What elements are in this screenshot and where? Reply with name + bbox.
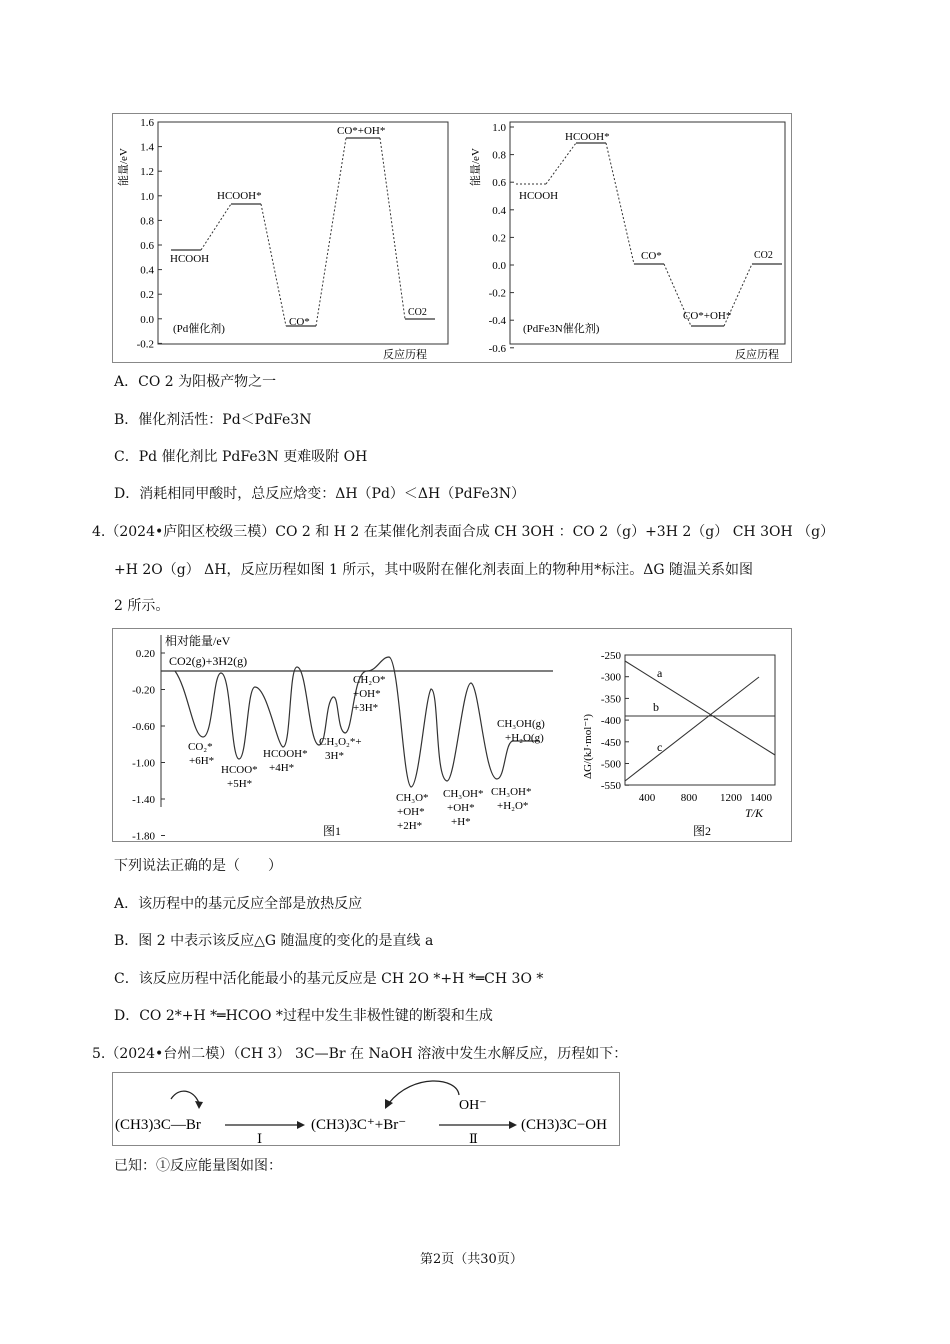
species-ch2o: CH₂O* +OH* +3H* [353, 674, 386, 714]
left-label-hcooh: HCOOH [170, 253, 210, 265]
q3-option-b: B．催化剂活性：Pd＜PdFe3N [114, 412, 312, 428]
q4-stem-line3: 2 所示。 [114, 598, 170, 614]
left-ytick-label: 1.4 [140, 141, 154, 154]
species-hcooh: HCOOH* +4H* [263, 748, 308, 774]
left-ytick-label: 0.6 [140, 240, 154, 252]
q3-option-d: D．消耗相同甲酸时，总反应焓变：ΔH（Pd）＜ΔH（PdFe3N） [114, 486, 526, 502]
species-ch3o: CH₃O* +OH* +2H* [396, 792, 429, 832]
right-label-co-star: CO* [641, 250, 662, 262]
species-hcoo: HCOO* +5H* [221, 764, 258, 790]
profile-ytick-label: -1.80 [132, 830, 155, 841]
right-ytick-label: 0.6 [492, 177, 506, 190]
left-label-co-star: CO* [289, 316, 310, 328]
left-ytick-label: 1.6 [140, 117, 154, 129]
dg-ytick-label: -550 [600, 780, 621, 793]
q4-option-b: B．图 2 中表示该反应△G 随温度的变化的是直线 a [114, 933, 434, 949]
dg-ylabel: ΔG/(kJ·mol⁻¹) [582, 713, 594, 779]
left-ytick-label: -0.2 [136, 338, 154, 351]
sp-co2-1: CO₂* [188, 741, 213, 753]
left-ytick-label: 0.4 [140, 264, 154, 277]
dg-xtick-label: 800 [680, 792, 698, 804]
right-ylabel: 能量/eV [470, 148, 482, 186]
dg-line-a: a [657, 666, 663, 680]
q4-option-a: A．该历程中的基元反应全部是放热反应 [114, 896, 363, 912]
species-ch3o2: CH₃O₂*+ 3H* [319, 736, 362, 762]
left-chart [116, 117, 448, 350]
reaction-profile-chart [132, 633, 553, 841]
q4-option-c: C．该反应历程中活化能最小的基元反应是 CH 2O *+H *═CH 3O * [114, 971, 544, 987]
catalyst-energy-svg [113, 114, 791, 362]
dg-xticks [639, 792, 773, 804]
mech-arrow-curve1 [171, 1091, 199, 1103]
mech-step1: Ⅰ [257, 1131, 263, 1145]
dg-ytick-label: -300 [600, 671, 621, 684]
dg-xlabel: T/K [745, 806, 764, 820]
left-ytick-label: 1.0 [140, 190, 154, 203]
dg-temperature-chart [582, 650, 775, 838]
profile-ytick-label: -1.00 [132, 757, 155, 770]
mech-reagent: OH⁻ [459, 1098, 487, 1113]
mech-arrow-curve2 [389, 1081, 459, 1103]
profile-ytick-label: 0.20 [135, 648, 155, 660]
right-ytick-label: -0.2 [488, 287, 506, 300]
right-ytick-label: 0.8 [492, 149, 506, 162]
dg-line-c: c [657, 740, 663, 754]
mech-reactant: (CH3)3C—Br [115, 1117, 201, 1133]
left-xlabel: 反应历程 [383, 349, 427, 361]
profile-yticks [132, 648, 165, 841]
q5-known: 已知：①反应能量图如图： [114, 1158, 282, 1174]
left-ylabel: 能量/eV [118, 148, 130, 186]
right-ytick-label: 0.2 [492, 232, 506, 245]
dg-ytick-label: -250 [600, 650, 621, 662]
q5-stem: 5.（2024•台州二模）（CH 3） 3C—Br 在 NaOH 溶液中发生水解反应，历程如下： [92, 1046, 628, 1062]
profile-ylabel: 相对能量/eV [165, 634, 231, 648]
dg-xtick-label: 400 [638, 792, 656, 804]
q4-option-d: D．CO 2*+H *═HCOO *过程中发生非极性键的断裂和生成 [114, 1008, 493, 1024]
q3-option-c: C．Pd 催化剂比 PdFe3N 更难吸附 OH [114, 449, 368, 465]
profile-start-label: CO2(g)+3H2(g) [169, 654, 248, 668]
q4-prompt: 下列说法正确的是（ ） [114, 858, 282, 874]
caption-fig2: 图2 [693, 824, 712, 838]
right-xlabel: 反应历程 [735, 349, 779, 361]
dg-ytick-label: -500 [600, 758, 621, 771]
right-ytick-label: -0.6 [488, 342, 506, 355]
mech-step2: Ⅱ [469, 1131, 478, 1145]
methanol-figure-svg [113, 629, 791, 841]
species-product: CH₃OH(g) +H₂O(g) [497, 718, 545, 744]
right-label-co-oh: CO*+OH* [683, 310, 732, 322]
right-ytick-label: 1.0 [492, 122, 506, 134]
right-label-co2: CO2 [754, 250, 773, 261]
left-ytick-label: 0.2 [140, 289, 154, 302]
right-label-hcooh-star: HCOOH* [565, 131, 610, 143]
right-chart [468, 122, 785, 355]
figure-methanol-synthesis [112, 628, 792, 842]
left-ytick-label: 0.8 [140, 215, 154, 228]
q3-option-a: A．CO 2 为阳极产物之一 [114, 374, 277, 390]
dg-xtick-label: 1400 [750, 792, 772, 804]
profile-ytick-label: -0.60 [132, 721, 155, 733]
left-label-co2: CO2 [408, 307, 427, 318]
dg-ytick-label: -400 [600, 715, 621, 728]
right-catalyst-label: (PdFe3N催化剂) [523, 323, 600, 335]
right-label-hcooh: HCOOH [519, 190, 559, 202]
profile-ytick-label: -1.40 [132, 794, 155, 806]
page-footer: 第2页（共30页） [420, 1252, 523, 1267]
left-label-hcooh-star: HCOOH* [217, 190, 262, 202]
species-ch3oh-oh: CH₃OH* +OH* +H* [443, 788, 484, 828]
profile-ytick-label: -0.20 [132, 684, 155, 697]
figure-hydrolysis-mechanism [112, 1072, 620, 1146]
figure-catalyst-energy [112, 113, 792, 363]
left-ytick-label: 1.2 [140, 166, 154, 179]
left-label-co-oh: CO*+OH* [337, 125, 386, 137]
dg-ytick-label: -350 [600, 693, 621, 706]
right-ytick-label: 0.0 [492, 260, 506, 272]
dg-line-b: b [653, 700, 659, 714]
dg-ytick-label: -450 [600, 736, 621, 749]
dg-xtick-label: 1200 [720, 792, 742, 804]
q4-stem-line1: 4.（2024•庐阳区校级三模）CO 2 和 H 2 在某催化剂表面合成 CH 3OH ：CO 2（g）+3H 2（g） CH 3OH （g） [92, 524, 835, 540]
caption-fig1: 图1 [323, 824, 342, 838]
left-ytick-label: 0.0 [140, 313, 154, 326]
mechanism-svg [113, 1073, 619, 1145]
right-ytick-label: 0.4 [492, 204, 506, 217]
q4-stem-line2: +H 2O（g） ΔH，反应历程如图 1 所示，其中吸附在催化剂表面上的物种用*标注。ΔG 随温关系如图 [114, 562, 754, 578]
mech-intermediate: (CH3)3C⁺+Br⁻ [311, 1117, 407, 1133]
species-ch3oh-h2o: CH₃OH* +H₂O* [491, 786, 532, 812]
right-ytick-label: -0.4 [488, 315, 506, 328]
mech-product: (CH3)3C−OH [521, 1117, 607, 1133]
left-catalyst-label: (Pd催化剂) [173, 323, 225, 335]
species-co2: CO₂* +6H* [188, 741, 215, 767]
